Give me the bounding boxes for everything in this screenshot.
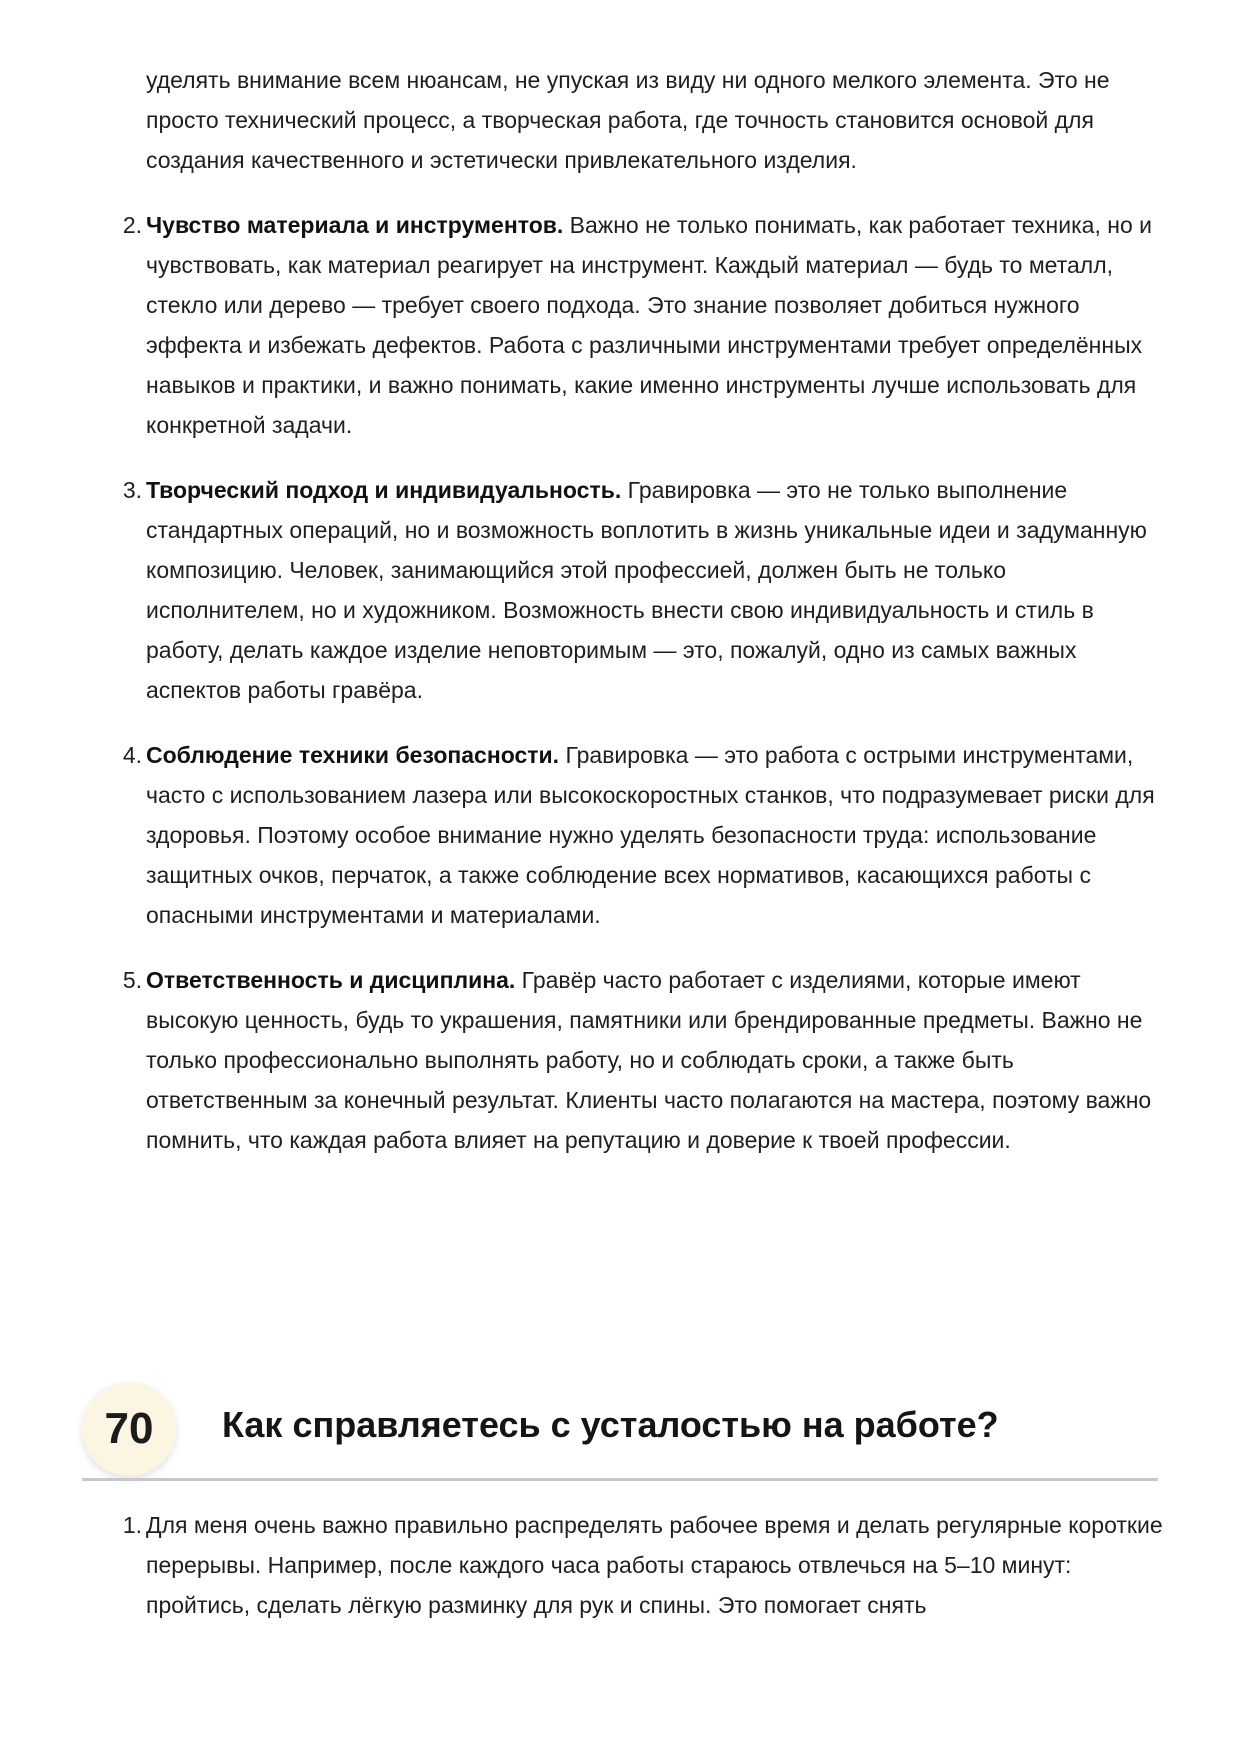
list-item-text: Важно не только понимать, как работает техника, но и чувствовать, как материал реагирует на инструмент. Каждый материал — будь то металл, стекло или дерево — требует своего подхода. Это знание позволяет добиться нужного эффекта и избежать дефектов. Работа с различными инструментами требует определённых навыков и практики, и важно понимать, какие именно инструменты лучше использовать для конкретной задачи. [146,212,1152,438]
section-divider [82,1478,1158,1481]
answer-item-text: Для меня очень важно правильно распределять рабочее время и делать регулярные короткие перерывы. Например, после каждого часа работы стараюсь отвлечься на 5–10 минут: пройтись, сделать лёгкую разминку для рук и спины. Это помогает снять [146,1512,1163,1618]
list-item-number: 3. [122,477,142,503]
list-item-number: 2. [122,212,142,238]
list-item [122,735,1166,935]
list-item-heading: Соблюдение техники безопасности. [146,742,560,768]
answer-item [122,1505,1166,1625]
question-header [82,1378,1162,1482]
list-item-text: Гравировка — это не только выполнение стандартных операций, но и возможность воплотить в жизнь уникальные идеи и задуманную композицию. Человек, занимающийся этой профессией, должен быть не только исполнителем, но и художником. Возможность внести свою индивидуальность и стиль в работу, делать каждое изделие неповторимым — это, пожалуй, одно из самых важных аспектов работы гравёра. [146,477,1147,703]
list-item-heading: Творческий подход и индивидуальность. [146,477,622,503]
list-item [122,960,1166,1160]
question-number-badge: 70 [82,1382,176,1476]
question-title: Как справляетесь с усталостью на работе? [222,1404,999,1445]
list-item-heading: Ответственность и дисциплина. [146,967,516,993]
answer-item-number: 1. [122,1512,142,1538]
list-item-number: 5. [122,967,142,993]
list-item-text: Гравировка — это работа с острыми инструментами, часто с использованием лазера или высокоскоростных станков, что подразумевает риски для здоровья. Поэтому особое внимание нужно уделять безопасности труда: использование защитных очков, перчаток, а также соблюдение всех нормативов, касающихся работы с опасными инструментами и материалами. [146,742,1155,928]
list-item-text: Гравёр часто работает с изделиями, которые имеют высокую ценность, будь то украшения, памятники или брендированные предметы. Важно не только профессионально выполнять работу, но и соблюдать сроки, а также быть ответственным за конечный результат. Клиенты часто полагаются на мастера, поэтому важно помнить, что каждая работа влияет на репутацию и доверие к твоей профессии. [146,967,1152,1153]
list-item [122,470,1166,710]
list-item-number: 4. [122,742,142,768]
intro-paragraph: уделять внимание всем нюансам, не упуская из виду ни одного мелкого элемента. Это не просто технический процесс, а творческая работа, где точность становится основой для создания качественного и эстетически привлекательного изделия. [146,67,1110,173]
list-item-heading: Чувство материала и инструментов. [146,212,564,238]
list-item [122,205,1166,445]
